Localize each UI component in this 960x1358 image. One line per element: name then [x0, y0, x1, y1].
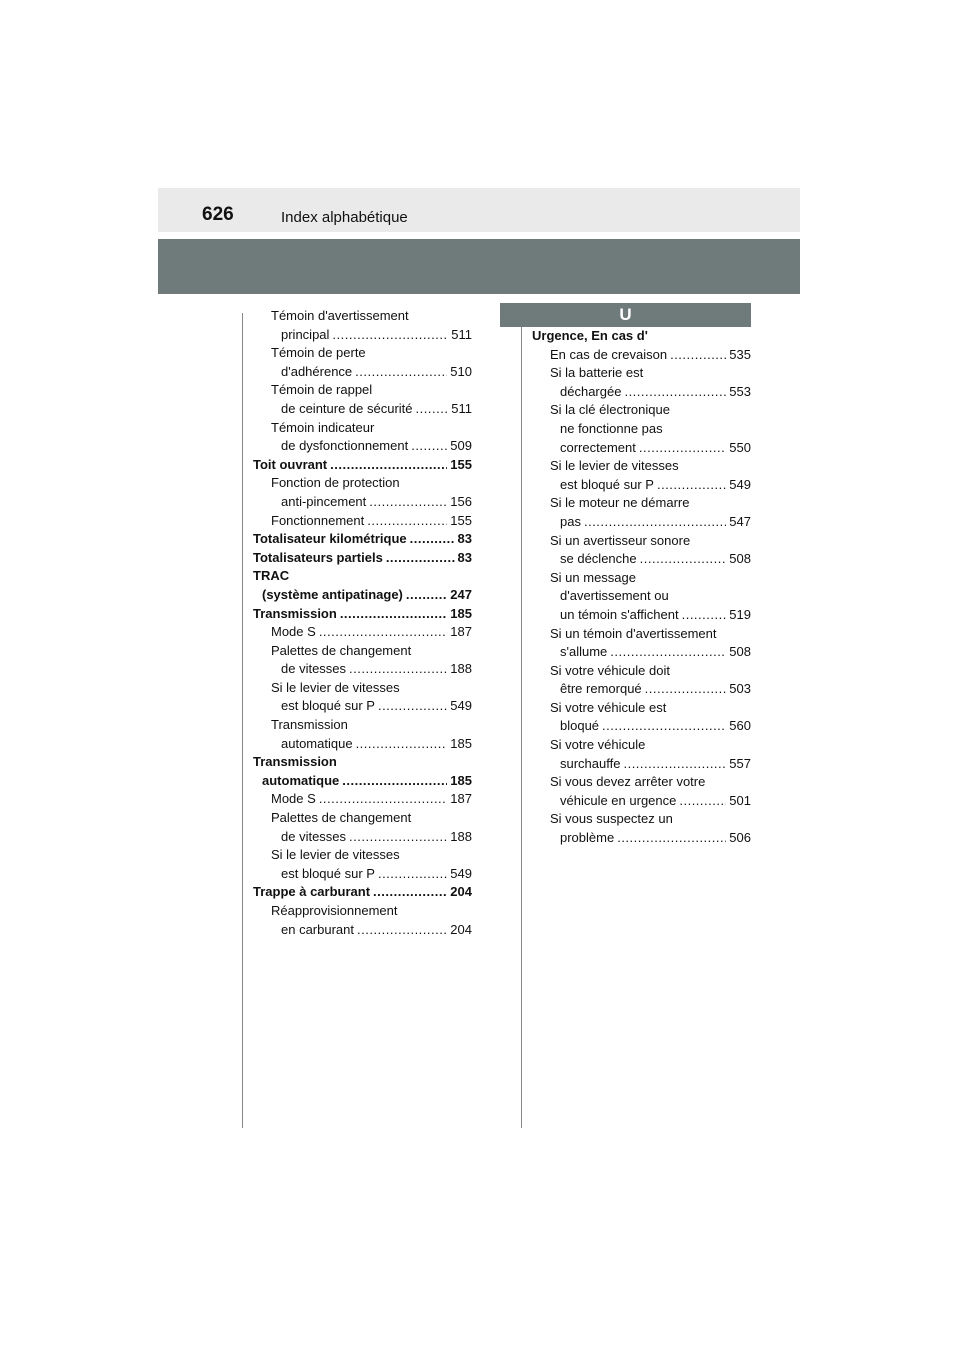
index-entry-text: ne fonctionne pas — [560, 420, 663, 436]
index-entry-page[interactable]: 204 — [450, 921, 472, 937]
index-entry-heading — [532, 587, 751, 606]
index-entry-text: est bloqué sur P — [281, 698, 375, 714]
index-entry — [532, 680, 751, 699]
dot-leader — [623, 755, 726, 774]
dot-leader — [357, 921, 447, 940]
index-entry-text: automatique — [281, 735, 353, 751]
index-entry-text: Si votre véhicule doit — [550, 662, 670, 678]
dot-leader — [610, 643, 726, 662]
index-entry-text: Transmission — [271, 717, 348, 733]
index-entry-text: automatique — [262, 772, 340, 788]
index-entry-text: Totalisateurs partiels — [253, 549, 383, 565]
index-entry-heading — [532, 532, 751, 551]
index-entry-heading — [532, 420, 751, 439]
index-entry-page[interactable]: 547 — [729, 513, 751, 529]
index-entry-page[interactable]: 247 — [450, 586, 472, 602]
index-entry — [253, 437, 472, 456]
index-entry-page[interactable]: 553 — [729, 383, 751, 399]
index-entry — [253, 400, 472, 419]
index-entry-text: pas — [560, 513, 581, 529]
index-entry-heading — [532, 662, 751, 681]
index-entry-page[interactable]: 83 — [457, 549, 472, 565]
index-entry-page[interactable]: 510 — [450, 363, 472, 379]
index-entry — [253, 790, 472, 809]
index-entry — [253, 363, 472, 382]
index-entry — [532, 717, 751, 736]
index-entry-text: Si votre véhicule est — [550, 699, 667, 715]
index-entry-text: d'adhérence — [281, 363, 353, 379]
dot-leader — [340, 605, 447, 624]
index-entry-heading — [253, 753, 472, 772]
index-entry-text: Si vous suspectez un — [550, 811, 673, 827]
index-entry-text: est bloqué sur P — [281, 865, 375, 881]
index-entry-text: Si un témoin d'avertissement — [550, 625, 717, 641]
index-entry — [253, 883, 472, 902]
index-entry-page[interactable]: 501 — [729, 792, 751, 808]
index-entry — [253, 530, 472, 549]
index-entry — [253, 493, 472, 512]
index-entry-page[interactable]: 511 — [451, 326, 472, 342]
index-entry-heading — [532, 327, 751, 346]
index-entry-page[interactable]: 506 — [729, 830, 751, 846]
index-entry-text: Mode S — [271, 791, 316, 807]
index-entry-text: Témoin indicateur — [271, 419, 375, 435]
index-entry — [253, 660, 472, 679]
index-entry-text: un témoin s'affichent — [560, 606, 679, 622]
index-entry-heading — [253, 307, 472, 326]
index-entry-text: (système antipatinage) — [262, 586, 403, 602]
dot-leader — [349, 828, 447, 847]
dot-leader — [373, 883, 447, 902]
index-entry-heading — [532, 810, 751, 829]
dot-leader — [682, 606, 727, 625]
index-entry-page[interactable]: 503 — [729, 681, 751, 697]
index-entry-heading — [532, 364, 751, 383]
dot-leader — [355, 363, 447, 382]
index-entry-heading — [532, 457, 751, 476]
index-entry-text: Si le moteur ne démarre — [550, 495, 690, 511]
index-entry-text: Témoin de perte — [271, 345, 366, 361]
section-title: Index alphabétique — [281, 209, 408, 226]
dot-leader — [640, 550, 727, 569]
dot-leader — [356, 735, 448, 754]
index-entry-text: de ceinture de sécurité — [281, 400, 413, 416]
index-entry — [532, 829, 751, 848]
dot-leader — [378, 697, 447, 716]
dot-leader — [584, 513, 726, 532]
index-entry-text: Transmission — [253, 754, 337, 770]
dot-leader — [670, 346, 726, 365]
dot-leader — [367, 512, 447, 531]
index-entry-text: Transmission — [253, 605, 337, 621]
index-entry-heading — [532, 736, 751, 755]
header-band — [158, 239, 800, 294]
dot-leader — [645, 680, 727, 699]
index-entry-heading — [532, 401, 751, 420]
index-entry — [532, 476, 751, 495]
index-entry-heading — [253, 344, 472, 363]
index-entry-page[interactable]: 519 — [729, 606, 751, 622]
index-entry-text: de vitesses — [281, 661, 347, 677]
index-entry-text: Si la batterie est — [550, 365, 644, 381]
dot-leader — [679, 792, 726, 811]
dot-leader — [319, 790, 447, 809]
index-entry-text: être remorqué — [560, 681, 642, 697]
dot-leader — [369, 493, 447, 512]
index-entry-text: Fonction de protection — [271, 475, 400, 491]
index-entry — [253, 623, 472, 642]
index-entry — [253, 605, 472, 624]
dot-leader — [349, 660, 447, 679]
index-entry-text: Si le levier de vitesses — [271, 679, 400, 695]
index-entry — [532, 792, 751, 811]
index-entry-text: Réapprovisionnement — [271, 903, 398, 918]
index-entry-heading — [253, 809, 472, 828]
index-entry-page[interactable]: 560 — [729, 718, 751, 734]
dot-leader — [342, 772, 447, 791]
index-entry-text: se déclenche — [560, 551, 637, 567]
dot-leader — [378, 865, 447, 884]
index-entry-text: Témoin d'avertissement — [271, 308, 409, 323]
index-entry-text: Témoin de rappel — [271, 382, 373, 398]
index-entry-text: véhicule en urgence — [560, 792, 677, 808]
index-entry-text: Palettes de changement — [271, 642, 412, 658]
index-entry-page[interactable]: 185 — [450, 735, 472, 751]
index-entry-heading — [532, 494, 751, 513]
index-entry-text: Fonctionnement — [271, 512, 365, 528]
index-entry-heading — [253, 419, 472, 438]
dot-leader — [411, 437, 447, 456]
dot-leader — [416, 400, 449, 419]
index-entry-heading — [253, 846, 472, 865]
index-entry-heading — [532, 569, 751, 588]
index-entry-page[interactable]: 185 — [450, 605, 472, 621]
index-entry-heading — [532, 773, 751, 792]
index-entry-heading — [532, 699, 751, 718]
index-entry-text: d'avertissement ou — [560, 588, 669, 604]
index-entry-page[interactable]: 155 — [450, 456, 472, 472]
index-entry-heading — [253, 381, 472, 400]
index-entry-page[interactable]: 187 — [450, 791, 472, 807]
index-entry-text: de vitesses — [281, 828, 347, 844]
index-entry-heading — [253, 716, 472, 735]
index-entry-text: Si un avertisseur sonore — [550, 532, 691, 548]
index-entry-heading — [253, 642, 472, 661]
index-entry — [532, 606, 751, 625]
index-entry-page[interactable]: 204 — [450, 884, 472, 900]
index-entry — [532, 383, 751, 402]
index-entry-text: Si la clé électronique — [550, 402, 670, 418]
index-entry-text: problème — [560, 830, 615, 846]
index-entry-text: Mode S — [271, 624, 316, 640]
index-entry-text: Totalisateur kilométrique — [253, 531, 407, 547]
dot-leader — [639, 439, 726, 458]
index-entry — [253, 326, 472, 345]
index-entry-text: Si le levier de vitesses — [550, 458, 679, 474]
index-entry-page[interactable]: 156 — [450, 493, 472, 509]
index-entry — [253, 512, 472, 531]
index-entry — [253, 586, 472, 605]
index-entry-text: Palettes de changement — [271, 810, 412, 826]
index-entry-page[interactable]: 508 — [729, 551, 751, 567]
index-entry-heading — [253, 679, 472, 698]
index-entry-text: Si un message — [550, 569, 636, 585]
index-entry — [532, 513, 751, 532]
index-entry-text: s'allume — [560, 644, 608, 660]
index-entry-text: anti-pincement — [281, 493, 367, 509]
index-entry-heading — [532, 625, 751, 644]
index-entry-text: est bloqué sur P — [560, 476, 654, 492]
dot-leader — [330, 456, 447, 475]
dot-leader — [410, 530, 455, 549]
dot-leader — [332, 326, 448, 345]
dot-leader — [624, 383, 726, 402]
index-entry-heading — [253, 902, 472, 921]
index-entry-page[interactable]: 549 — [729, 476, 751, 492]
index-entry — [253, 921, 472, 940]
index-column-right — [532, 327, 751, 848]
index-entry — [253, 456, 472, 475]
index-entry-text: correctement — [560, 439, 636, 455]
index-entry-page[interactable]: 187 — [450, 624, 472, 640]
index-entry — [532, 755, 751, 774]
index-entry-text: TRAC — [253, 568, 290, 584]
index-entry — [253, 772, 472, 791]
dot-leader — [386, 549, 455, 568]
index-entry-heading — [253, 474, 472, 493]
index-entry — [532, 439, 751, 458]
index-entry — [253, 735, 472, 754]
index-entry-page[interactable]: 83 — [457, 531, 472, 547]
index-entry-text: Toit ouvrant — [253, 456, 328, 472]
index-entry-page[interactable]: 155 — [450, 512, 472, 528]
index-entry-page[interactable]: 535 — [729, 346, 751, 362]
index-entry-page[interactable]: 549 — [450, 865, 472, 881]
index-entry-text: Trappe à carburant — [253, 884, 371, 900]
index-letter-heading: U — [500, 303, 751, 327]
index-column-left — [253, 307, 472, 939]
index-entry-heading — [253, 567, 472, 586]
index-entry-page[interactable]: 549 — [450, 698, 472, 714]
index-entry-page[interactable]: 509 — [450, 438, 472, 454]
index-entry — [253, 549, 472, 568]
index-entry-text: principal — [281, 326, 330, 342]
index-entry-text: surchauffe — [560, 755, 621, 771]
index-entry-text: Urgence, En cas d' — [532, 328, 648, 343]
index-entry-page[interactable]: 508 — [729, 644, 751, 660]
index-entry — [253, 828, 472, 847]
index-entry — [532, 643, 751, 662]
index-entry-text: de dysfonctionnement — [281, 438, 409, 454]
index-entry-text: en carburant — [281, 921, 354, 937]
index-entry-page[interactable]: 185 — [450, 772, 472, 788]
index-entry — [532, 550, 751, 569]
index-entry-text: Si vous devez arrêter votre — [550, 774, 706, 790]
index-entry — [253, 697, 472, 716]
dot-leader — [617, 829, 726, 848]
dot-leader — [319, 623, 447, 642]
dot-leader — [657, 476, 726, 495]
index-entry-page[interactable]: 550 — [729, 439, 751, 455]
page-number: 626 — [202, 204, 234, 225]
index-entry-text: déchargée — [560, 383, 622, 399]
dot-leader — [602, 717, 726, 736]
left-column-rule — [242, 313, 243, 1128]
index-entry-page[interactable]: 511 — [451, 400, 472, 416]
dot-leader — [406, 586, 447, 605]
index-entry-page[interactable]: 557 — [729, 755, 751, 771]
index-entry-text: En cas de crevaison — [550, 346, 668, 362]
index-entry — [253, 865, 472, 884]
index-entry-text: Si votre véhicule — [550, 737, 646, 753]
index-entry-text: bloqué — [560, 718, 600, 734]
index-entry — [532, 346, 751, 365]
middle-column-rule — [521, 313, 522, 1128]
index-entry-text: Si le levier de vitesses — [271, 847, 400, 863]
index-entry-page[interactable]: 188 — [450, 828, 472, 844]
header-bar — [158, 188, 800, 232]
index-entry-page[interactable]: 188 — [450, 661, 472, 677]
